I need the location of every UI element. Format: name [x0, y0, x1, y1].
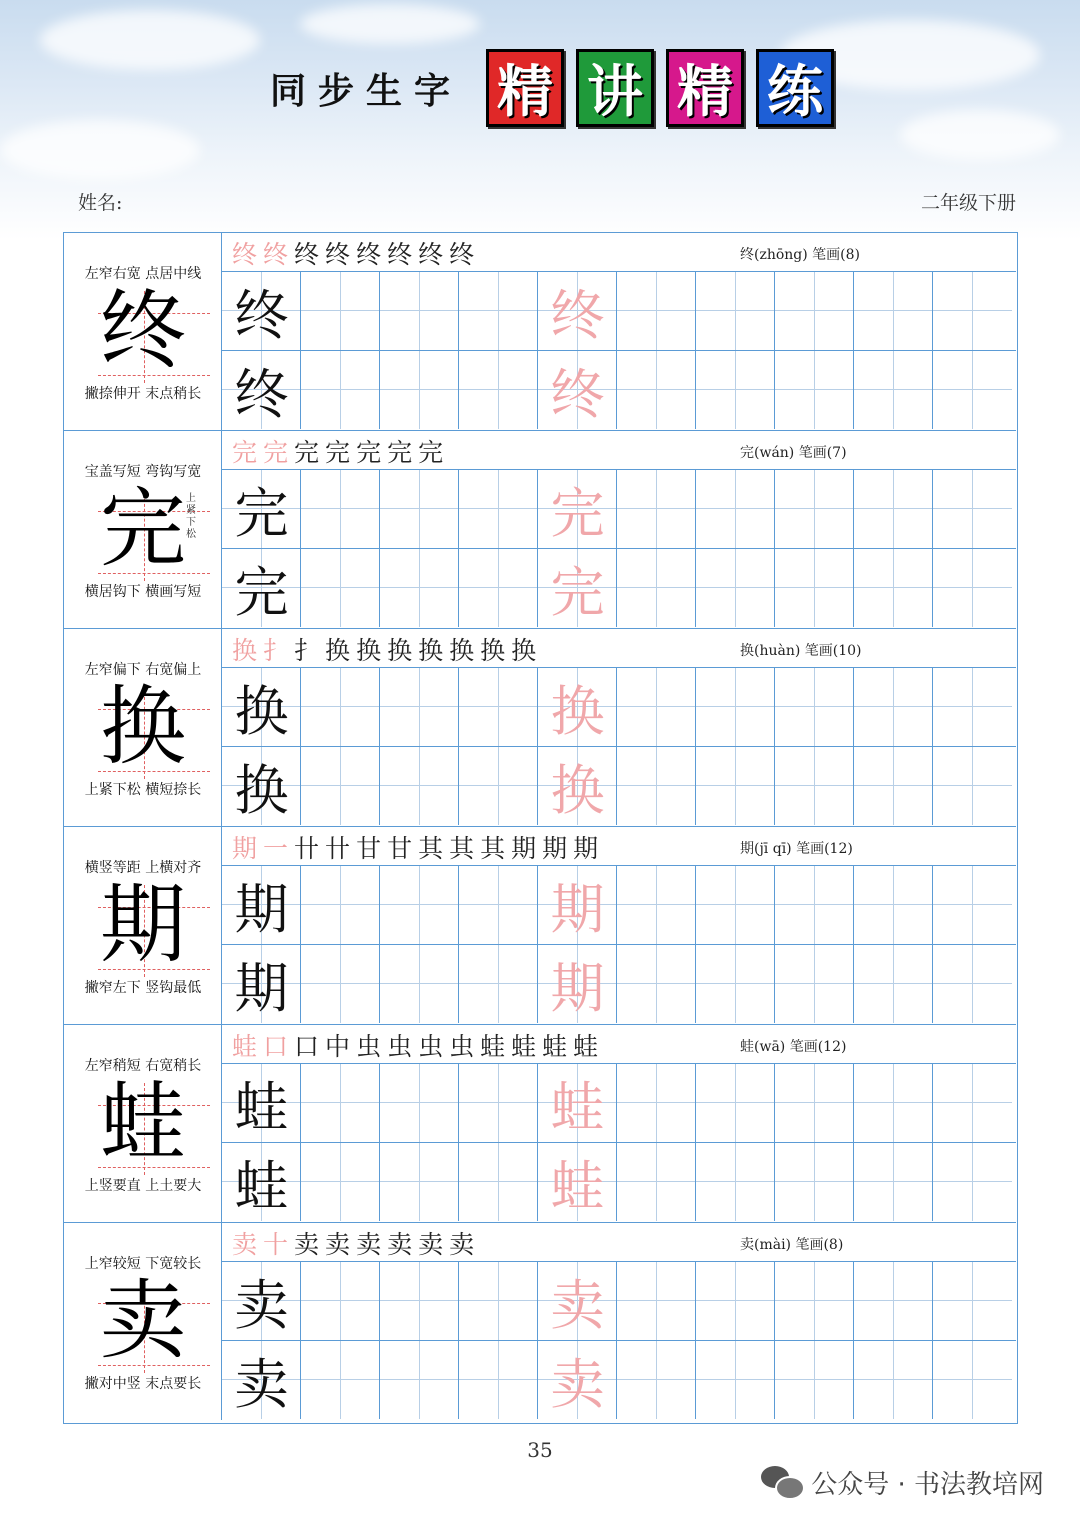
- practice-cell[interactable]: [222, 1341, 301, 1419]
- practice-cell[interactable]: [854, 1143, 933, 1221]
- wechat-icon: [761, 1466, 803, 1500]
- practice-cell[interactable]: [696, 945, 775, 1023]
- stroke-step: 蛙: [573, 1032, 605, 1061]
- stroke-order-row: [222, 233, 1016, 272]
- practice-grid-row: [222, 272, 1016, 351]
- stroke-step: 虫: [449, 1032, 481, 1061]
- stroke-step: 十: [263, 1230, 295, 1259]
- stroke-step: 期: [573, 834, 605, 863]
- practice-cell[interactable]: [222, 866, 301, 944]
- practice-cell[interactable]: [617, 945, 696, 1023]
- character-info: 期(jī qī) 笔画(12): [740, 841, 853, 857]
- character-guide-panel: [64, 233, 222, 430]
- practice-cell[interactable]: [933, 549, 1012, 627]
- tip-top: 左窄稍短 右宽稍长: [84, 1058, 202, 1074]
- practice-cell[interactable]: [380, 1143, 459, 1221]
- practice-cell[interactable]: [696, 1341, 775, 1419]
- stroke-step: 卖: [418, 1230, 450, 1259]
- stroke-step: 完: [356, 438, 388, 467]
- tip-bottom: 上紧下松 横短捺长: [84, 782, 202, 798]
- practice-cell[interactable]: [775, 549, 854, 627]
- practice-cell[interactable]: [617, 470, 696, 548]
- practice-cell[interactable]: [696, 470, 775, 548]
- practice-cell[interactable]: [854, 747, 933, 825]
- practice-cell[interactable]: [222, 1064, 301, 1142]
- sample-character: 终: [234, 283, 289, 347]
- practice-cell[interactable]: [775, 470, 854, 548]
- practice-cell[interactable]: [933, 1064, 1012, 1142]
- stroke-step: 完: [232, 438, 264, 467]
- trace-character: 蛙: [550, 1154, 605, 1218]
- model-character: 换: [100, 677, 186, 777]
- stroke-step: 扌: [263, 636, 295, 665]
- character-block: [64, 1025, 1016, 1223]
- practice-cell[interactable]: [933, 470, 1012, 548]
- practice-grid-row: [222, 1262, 1016, 1341]
- practice-cell[interactable]: [380, 1262, 459, 1340]
- practice-cell[interactable]: [933, 747, 1012, 825]
- trace-character: 换: [550, 679, 605, 743]
- practice-cell[interactable]: [854, 549, 933, 627]
- tip-top: 横竖等距 上横对齐: [84, 860, 202, 876]
- character-block: [64, 629, 1016, 827]
- model-character: 终: [100, 281, 186, 381]
- practice-cell[interactable]: [380, 668, 459, 746]
- character-info: 蛙(wā) 笔画(12): [740, 1039, 847, 1055]
- practice-cell[interactable]: [538, 1064, 617, 1142]
- practice-cell[interactable]: [222, 668, 301, 746]
- stroke-step: 卄: [294, 834, 326, 863]
- practice-cell[interactable]: [459, 1262, 538, 1340]
- tip-top: 左窄右宽 点居中线: [84, 266, 202, 282]
- practice-cell[interactable]: [301, 668, 380, 746]
- stroke-step: 换: [480, 636, 512, 665]
- stroke-step: 完: [263, 438, 295, 467]
- practice-cell[interactable]: [459, 470, 538, 548]
- practice-cell[interactable]: [459, 747, 538, 825]
- practice-cell[interactable]: [459, 668, 538, 746]
- stroke-sequence: [232, 235, 480, 271]
- stroke-step: 期: [232, 834, 264, 863]
- stroke-step: 完: [418, 438, 450, 467]
- practice-cell[interactable]: [380, 470, 459, 548]
- practice-cell[interactable]: [538, 1143, 617, 1221]
- sample-character: 换: [234, 758, 289, 822]
- trace-character: 换: [550, 758, 605, 822]
- practice-grid-row: [222, 668, 1016, 747]
- practice-cell[interactable]: [538, 272, 617, 350]
- practice-cell[interactable]: [854, 668, 933, 746]
- watermark-text: 公众号 · 书法教培网: [811, 1470, 1044, 1500]
- practice-cell[interactable]: [933, 668, 1012, 746]
- stroke-step: 终: [294, 240, 326, 269]
- practice-cell[interactable]: [696, 668, 775, 746]
- practice-cell[interactable]: [459, 549, 538, 627]
- practice-cell[interactable]: [301, 470, 380, 548]
- stroke-step: 完: [325, 438, 357, 467]
- practice-cell[interactable]: [933, 866, 1012, 944]
- sample-character: 蛙: [234, 1154, 289, 1218]
- practice-cell[interactable]: [617, 1064, 696, 1142]
- stroke-step: 虫: [418, 1032, 450, 1061]
- sample-character: 期: [234, 956, 289, 1020]
- practice-cell[interactable]: [933, 351, 1012, 429]
- practice-cell[interactable]: [854, 1064, 933, 1142]
- stroke-step: 换: [511, 636, 543, 665]
- title-box: 精: [666, 49, 744, 127]
- tip-bottom: 撇捺伸开 末点稍长: [84, 386, 202, 402]
- practice-cell[interactable]: [775, 1143, 854, 1221]
- sample-character: 期: [234, 877, 289, 941]
- trace-character: 期: [550, 956, 605, 1020]
- practice-cell[interactable]: [933, 1262, 1012, 1340]
- character-info: 卖(mài) 笔画(8): [740, 1237, 844, 1253]
- practice-cell[interactable]: [696, 747, 775, 825]
- practice-cell[interactable]: [538, 866, 617, 944]
- stroke-step: 完: [387, 438, 419, 467]
- title-box: 精: [486, 49, 564, 127]
- stroke-sequence: [232, 1225, 480, 1261]
- stroke-order-row: [222, 1223, 1016, 1262]
- stroke-step: 终: [232, 240, 264, 269]
- stroke-step: 换: [418, 636, 450, 665]
- practice-cell[interactable]: [301, 747, 380, 825]
- stroke-step: 口: [263, 1032, 295, 1061]
- practice-cell[interactable]: [222, 1262, 301, 1340]
- practice-cell[interactable]: [222, 1143, 301, 1221]
- practice-cell[interactable]: [775, 1341, 854, 1419]
- practice-cell[interactable]: [459, 945, 538, 1023]
- stroke-step: 卖: [449, 1230, 481, 1259]
- sample-character: 蛙: [234, 1075, 289, 1139]
- stroke-step: 卄: [325, 834, 357, 863]
- practice-cell[interactable]: [380, 747, 459, 825]
- title-text: 同步生字: [270, 69, 463, 112]
- practice-cell[interactable]: [854, 272, 933, 350]
- stroke-order-row: [222, 431, 1016, 470]
- practice-grid-row: [222, 747, 1016, 826]
- practice-cell[interactable]: [538, 351, 617, 429]
- stroke-step: 卖: [325, 1230, 357, 1259]
- stroke-step: 虫: [356, 1032, 388, 1061]
- stroke-step: 终: [387, 240, 419, 269]
- practice-cell[interactable]: [617, 549, 696, 627]
- practice-cell[interactable]: [854, 1341, 933, 1419]
- practice-cell[interactable]: [854, 1262, 933, 1340]
- sample-character: 换: [234, 679, 289, 743]
- stroke-sequence: [232, 631, 542, 667]
- stroke-step: 换: [387, 636, 419, 665]
- sample-character: 终: [234, 362, 289, 426]
- stroke-order-row: [222, 827, 1016, 866]
- practice-cell[interactable]: [538, 1341, 617, 1419]
- stroke-step: 换: [325, 636, 357, 665]
- stroke-step: 期: [542, 834, 574, 863]
- practice-cell[interactable]: [301, 549, 380, 627]
- practice-cell[interactable]: [538, 1262, 617, 1340]
- practice-cell[interactable]: [775, 272, 854, 350]
- practice-grid-row: [222, 351, 1016, 430]
- tip-bottom: 撇对中竖 末点要长: [84, 1376, 202, 1392]
- sample-character: 卖: [234, 1273, 289, 1337]
- title-box: 讲: [576, 49, 654, 127]
- model-character: 卖: [100, 1271, 186, 1371]
- practice-sheet: [63, 232, 1018, 1424]
- character-info: 终(zhōng) 笔画(8): [740, 247, 861, 263]
- trace-character: 蛙: [550, 1075, 605, 1139]
- character-guide-panel: [64, 1223, 222, 1420]
- trace-character: 期: [550, 877, 605, 941]
- practice-cell[interactable]: [380, 945, 459, 1023]
- practice-cell[interactable]: [538, 747, 617, 825]
- practice-cell[interactable]: [222, 945, 301, 1023]
- practice-cell[interactable]: [617, 1143, 696, 1221]
- stroke-step: 卖: [356, 1230, 388, 1259]
- character-info: 换(huàn) 笔画(10): [740, 643, 862, 659]
- practice-cell[interactable]: [696, 549, 775, 627]
- practice-cell[interactable]: [696, 351, 775, 429]
- title-box: 练: [756, 49, 834, 127]
- stroke-step: 甘: [356, 834, 388, 863]
- watermark: [761, 1464, 1044, 1501]
- character-block: [64, 431, 1016, 629]
- tip-top: 上窄较短 下宽较长: [84, 1256, 202, 1272]
- practice-cell[interactable]: [222, 747, 301, 825]
- model-character: 期: [100, 875, 186, 975]
- stroke-step: 其: [449, 834, 481, 863]
- practice-cell[interactable]: [380, 1064, 459, 1142]
- sample-character: 卖: [234, 1352, 289, 1416]
- model-character: 完: [100, 479, 186, 579]
- stroke-step: 换: [449, 636, 481, 665]
- stroke-step: 卖: [232, 1230, 264, 1259]
- practice-cell[interactable]: [696, 1262, 775, 1340]
- model-character: 蛙: [100, 1073, 186, 1173]
- trace-character: 卖: [550, 1273, 605, 1337]
- practice-cell[interactable]: [222, 470, 301, 548]
- stroke-sequence: [232, 829, 604, 865]
- practice-cell[interactable]: [301, 351, 380, 429]
- practice-cell[interactable]: [854, 945, 933, 1023]
- stroke-step: 卖: [294, 1230, 326, 1259]
- practice-cell[interactable]: [933, 945, 1012, 1023]
- stroke-step: 终: [449, 240, 481, 269]
- practice-cell[interactable]: [301, 1262, 380, 1340]
- tip-bottom: 撇窄左下 竖钩最低: [84, 980, 202, 996]
- character-block: [64, 233, 1016, 431]
- practice-cell[interactable]: [538, 470, 617, 548]
- practice-cell[interactable]: [380, 549, 459, 627]
- practice-grid-row: [222, 866, 1016, 945]
- sample-character: 完: [234, 481, 289, 545]
- practice-cell[interactable]: [301, 866, 380, 944]
- character-guide-panel: [64, 431, 222, 628]
- trace-character: 完: [550, 481, 605, 545]
- stroke-step: 终: [418, 240, 450, 269]
- stroke-step: 其: [480, 834, 512, 863]
- practice-cell[interactable]: [617, 351, 696, 429]
- practice-cell[interactable]: [775, 747, 854, 825]
- practice-cell[interactable]: [301, 1341, 380, 1419]
- practice-grid-row: [222, 945, 1016, 1024]
- title-boxes: [486, 49, 846, 127]
- practice-cell[interactable]: [301, 1064, 380, 1142]
- practice-grid-row: [222, 470, 1016, 549]
- practice-cell[interactable]: [775, 945, 854, 1023]
- stroke-order-row: [222, 1025, 1016, 1064]
- tip-bottom: 横居钩下 横画写短: [84, 584, 202, 600]
- tip-top: 宝盖写短 弯钩写宽: [84, 464, 202, 480]
- character-block: [64, 827, 1016, 1025]
- practice-cell[interactable]: [854, 470, 933, 548]
- practice-cell[interactable]: [301, 945, 380, 1023]
- page-number: 35: [527, 1438, 553, 1462]
- side-note: 上紧下松: [186, 493, 196, 540]
- stroke-step: 口: [294, 1032, 326, 1061]
- tip-bottom: 上竖要直 上土要大: [84, 1178, 202, 1194]
- stroke-step: 蛙: [511, 1032, 543, 1061]
- stroke-step: 完: [294, 438, 326, 467]
- character-block: [64, 1223, 1016, 1421]
- practice-cell[interactable]: [775, 1064, 854, 1142]
- practice-cell[interactable]: [222, 549, 301, 627]
- character-info: 完(wán) 笔画(7): [740, 445, 847, 461]
- trace-character: 终: [550, 362, 605, 426]
- stroke-step: 换: [356, 636, 388, 665]
- practice-cell[interactable]: [696, 1064, 775, 1142]
- practice-cell[interactable]: [617, 1341, 696, 1419]
- practice-cell[interactable]: [933, 1341, 1012, 1419]
- stroke-step: 其: [418, 834, 450, 863]
- stroke-step: 终: [325, 240, 357, 269]
- character-guide-panel: [64, 1025, 222, 1222]
- practice-cell[interactable]: [538, 945, 617, 1023]
- practice-grid-row: [222, 1341, 1016, 1420]
- practice-cell[interactable]: [617, 747, 696, 825]
- practice-cell[interactable]: [380, 1341, 459, 1419]
- practice-cell[interactable]: [459, 272, 538, 350]
- practice-cell[interactable]: [380, 866, 459, 944]
- practice-cell[interactable]: [617, 1262, 696, 1340]
- stroke-step: 终: [263, 240, 295, 269]
- practice-cell[interactable]: [459, 1341, 538, 1419]
- practice-cell[interactable]: [538, 549, 617, 627]
- trace-character: 完: [550, 560, 605, 624]
- practice-cell[interactable]: [854, 866, 933, 944]
- practice-grid-row: [222, 549, 1016, 628]
- practice-cell[interactable]: [222, 351, 301, 429]
- stroke-step: 蛙: [480, 1032, 512, 1061]
- practice-grid-row: [222, 1143, 1016, 1222]
- sample-character: 完: [234, 560, 289, 624]
- stroke-step: 甘: [387, 834, 419, 863]
- stroke-step: 卖: [387, 1230, 419, 1259]
- stroke-step: 期: [511, 834, 543, 863]
- page-title: [270, 50, 846, 126]
- practice-cell[interactable]: [459, 351, 538, 429]
- stroke-sequence: [232, 433, 449, 469]
- stroke-step: 虫: [387, 1032, 419, 1061]
- tip-top: 左窄偏下 右宽偏上: [84, 662, 202, 678]
- stroke-step: 换: [232, 636, 264, 665]
- stroke-step: 蛙: [542, 1032, 574, 1061]
- stroke-sequence: [232, 1027, 604, 1063]
- trace-character: 卖: [550, 1352, 605, 1416]
- name-label: 姓名:: [78, 192, 123, 214]
- practice-cell[interactable]: [380, 351, 459, 429]
- practice-cell[interactable]: [775, 668, 854, 746]
- practice-cell[interactable]: [301, 1143, 380, 1221]
- stroke-step: 蛙: [232, 1032, 264, 1061]
- practice-cell[interactable]: [933, 1143, 1012, 1221]
- stroke-step: 扌: [294, 636, 326, 665]
- character-guide-panel: [64, 827, 222, 1024]
- practice-cell[interactable]: [617, 272, 696, 350]
- practice-cell[interactable]: [696, 272, 775, 350]
- practice-cell[interactable]: [459, 866, 538, 944]
- stroke-step: 中: [325, 1032, 357, 1061]
- practice-cell[interactable]: [617, 866, 696, 944]
- practice-cell[interactable]: [222, 272, 301, 350]
- practice-cell[interactable]: [459, 1064, 538, 1142]
- practice-cell[interactable]: [854, 351, 933, 429]
- stroke-order-row: [222, 629, 1016, 668]
- trace-character: 终: [550, 283, 605, 347]
- practice-cell[interactable]: [696, 1143, 775, 1221]
- practice-cell[interactable]: [538, 668, 617, 746]
- practice-grid-row: [222, 1064, 1016, 1143]
- character-guide-panel: [64, 629, 222, 826]
- grade-label: 二年级下册: [920, 192, 1016, 214]
- practice-cell[interactable]: [775, 866, 854, 944]
- practice-cell[interactable]: [617, 668, 696, 746]
- practice-cell[interactable]: [301, 272, 380, 350]
- practice-cell[interactable]: [775, 1262, 854, 1340]
- practice-cell[interactable]: [459, 1143, 538, 1221]
- practice-cell[interactable]: [380, 272, 459, 350]
- practice-cell[interactable]: [775, 351, 854, 429]
- practice-cell[interactable]: [696, 866, 775, 944]
- practice-cell[interactable]: [933, 272, 1012, 350]
- stroke-step: 一: [263, 834, 295, 863]
- stroke-step: 终: [356, 240, 388, 269]
